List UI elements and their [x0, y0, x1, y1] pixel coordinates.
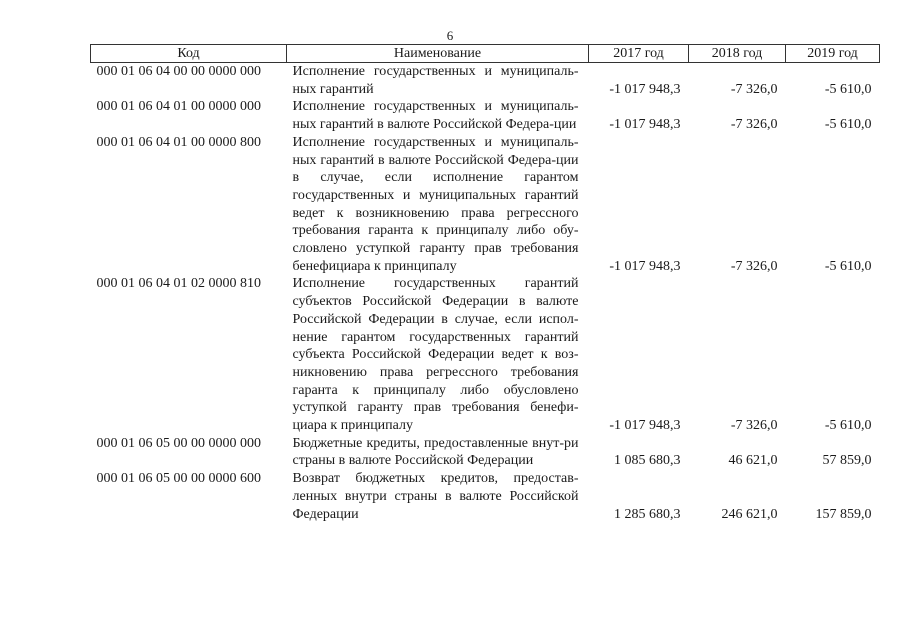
row-value-2018: -7 326,0 — [730, 258, 778, 274]
table-row — [91, 435, 880, 470]
row-code: 000 01 06 04 01 00 0000 800 — [96, 134, 261, 150]
row-value-2019: -5 610,0 — [824, 81, 872, 97]
header-code: Код — [91, 45, 287, 63]
row-value-2017: 1 085 680,3 — [614, 453, 681, 469]
row-name: Исполнение государственных и муниципаль-ных гарантий — [292, 64, 579, 97]
row-code: 000 01 06 05 00 00 0000 000 — [96, 435, 261, 451]
header-2018: 2018 год — [689, 45, 786, 63]
row-name: Исполнение государственных и муниципаль-ных гарантий в валюте Российской Федера-ции в случае, если исполнение гарантом государственных и муниципальных гарантий ведет к возникновению права регрессного требования гаранта к принципалу либо обу-словлено уступкой гаранту прав требования бенефициара к принципалу — [292, 134, 579, 274]
row-value-2019: 57 859,0 — [822, 453, 872, 469]
header-2019: 2019 год — [786, 45, 880, 63]
row-value-2018: 46 621,0 — [728, 453, 778, 469]
row-value-2018: 246 621,0 — [721, 506, 778, 522]
row-name: Исполнение государственных и муниципаль-ных гарантий в валюте Российской Федера-ции — [292, 99, 579, 133]
header-name: Наименование — [287, 45, 589, 63]
row-value-2018: -7 326,0 — [730, 418, 778, 434]
row-value-2019: -5 610,0 — [824, 258, 872, 274]
table-row — [91, 470, 880, 523]
row-value-2017: -1 017 948,3 — [609, 258, 681, 274]
budget-table — [90, 44, 880, 523]
row-code: 000 01 06 04 01 00 0000 000 — [96, 99, 261, 115]
row-value-2019: 157 859,0 — [815, 506, 872, 522]
row-value-2017: -1 017 948,3 — [609, 418, 681, 434]
row-value-2017: -1 017 948,3 — [609, 117, 681, 133]
row-value-2018: -7 326,0 — [730, 117, 778, 133]
row-code: 000 01 06 05 00 00 0000 600 — [96, 471, 261, 487]
table-row — [91, 98, 880, 133]
row-code: 000 01 06 04 01 02 0000 810 — [96, 276, 261, 292]
table-row — [91, 275, 880, 434]
row-name: Возврат бюджетных кредитов, предостав-ленных внутри страны в валюте Российской Федерации — [292, 471, 579, 522]
row-value-2018: -7 326,0 — [730, 81, 778, 97]
row-value-2017: 1 285 680,3 — [614, 506, 681, 522]
row-name: Исполнение государственных гарантий субъектов Российской Федерации в валюте Российской Федерации в случае, если испол-нение гарантом государственных гарантий субъекта Российской Федерации ведет к воз-никновению права регрессного требования гаранта к принципалу либо обусловлено уступкой гаранту прав требования бенефи-циара к принципалу — [292, 276, 579, 434]
page-number: 6 — [446, 28, 454, 43]
row-value-2019: -5 610,0 — [824, 418, 872, 434]
row-code: 000 01 06 04 00 00 0000 000 — [96, 64, 261, 79]
table-header — [91, 45, 880, 63]
row-value-2019: -5 610,0 — [824, 117, 872, 133]
table-row — [91, 134, 880, 276]
row-value-2017: -1 017 948,3 — [609, 81, 681, 97]
header-2017: 2017 год — [589, 45, 689, 63]
table-row — [91, 63, 880, 99]
row-name: Бюджетные кредиты, предоставленные внут-ри страны в валюте Российской Федерации — [292, 435, 579, 469]
table-body — [91, 63, 880, 524]
header-row — [91, 45, 880, 63]
